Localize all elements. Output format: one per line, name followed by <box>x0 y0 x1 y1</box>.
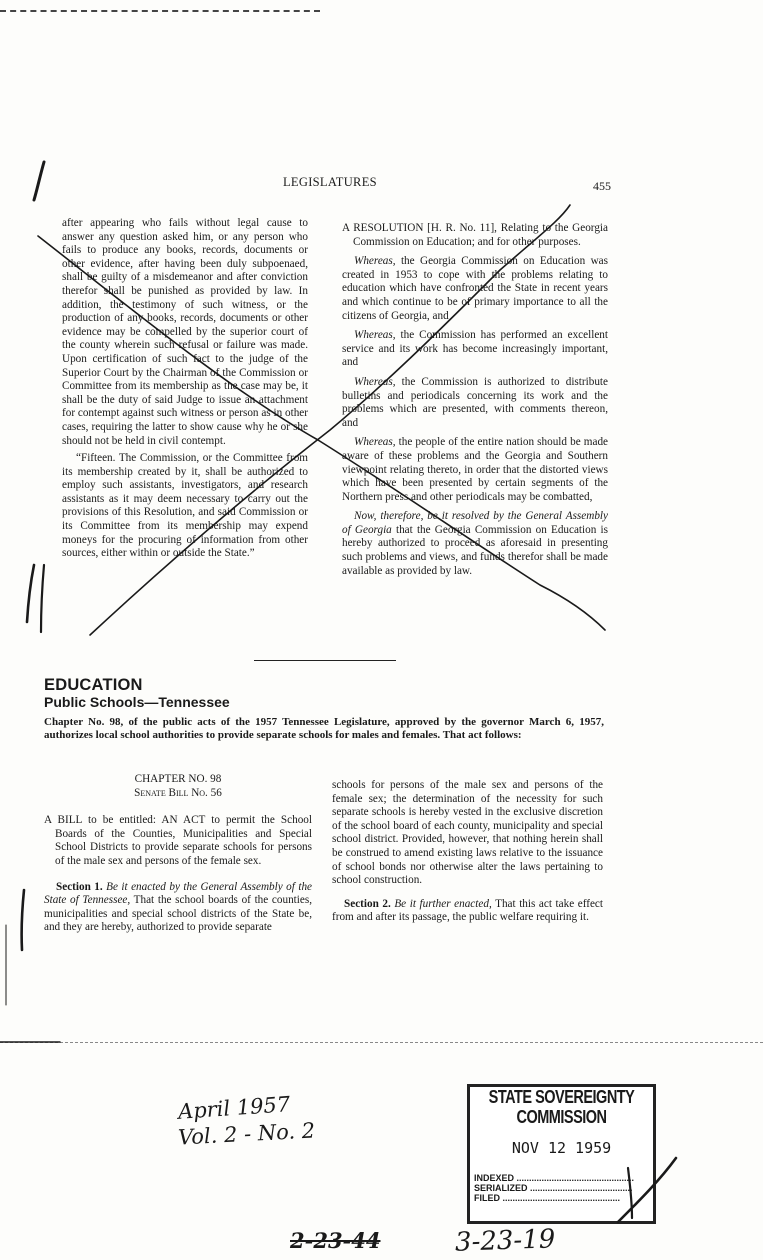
whereas-lead: Whereas, <box>354 329 396 342</box>
left-paragraph-fifteen: “Fifteen. The Commission, or the Committee from its membership created by it, shall be authorized to employ such assistants, investigators, and research assistants as it may deem necessary to carry out the provisions of this Resolution, and said Commission or its Committee from its membership may expend moneys for the procuring of information from other sources, either within or outside the State.” <box>62 452 308 560</box>
handwritten-date: April 1957 <box>177 1092 291 1124</box>
stamp-indexed-label: INDEXED <box>474 1173 515 1183</box>
stamp-slash-mark <box>618 1158 676 1222</box>
section-text: That this act take effect from and after its passage, the public welfare requiring it. <box>332 897 603 924</box>
section-subtitle: Public Schools—Tennessee <box>44 694 230 710</box>
margin-slash-mark <box>34 162 44 200</box>
resolved-text: that the Georgia Commission on Education is hereby authorized to proceed as aforesaid in presenting such problems and views, and funds therefor shall be made available as provided by law. <box>342 523 608 577</box>
stamp-serialized-label: SERIALIZED <box>474 1183 528 1193</box>
cross-out-stroke-1 <box>38 236 605 630</box>
whereas-lead: Whereas, <box>354 375 396 388</box>
section-intro: Chapter No. 98, of the public acts of the 1957 Tennessee Legislature, approved by the governor March 6, 1957, authorizes local school authorities to provide separate schools for males and females. That act follows: <box>44 716 604 741</box>
enacting-clause: Be it enacted by the General Assembly of the State of Tennessee, <box>44 880 312 907</box>
section-heading: Section 2. <box>344 897 391 910</box>
stamp-indexed: INDEXED ............................................... <box>474 1173 635 1183</box>
margin-mark-left-3 <box>22 890 24 950</box>
whereas-text: the people of the entire nation should be made aware of these problems and the Georgia and Southern viewpoint relating thereto, in order that the distorted views which have been presented by certain segments of the Northern press and other periodicals may be combatted, <box>342 436 608 503</box>
left-paragraph-1: after appearing who fails without legal cause to answer any question asked him, or any person who fails to produce any books, records, documents or other evidence, after having been duly subpoenaed, shall be guilty of a misdemeanor and after conviction therefor shall be punished as provided by law. In addition, the testimony of such witness, or the production of any books, records, documents or other evidence may be compelled by the superior court of the county wherein such refusal or failure was made. Upon certification of such fact to the judge of the Superior Court by the Chairman of the Commission or Committee from its membership as the case may be, it shall be the duty of said Judge to issue an attachment for contempt against such witness or person as in other cases, requiring the latter to show cause why he or she should not be held in civil contempt. <box>62 217 308 447</box>
margin-mark-left-2 <box>41 565 44 632</box>
enacting-clause: Be it further enacted, <box>394 897 492 910</box>
bill-title: A BILL to be entitled: AN ACT to permit the School Boards of the Counties, Municipalities and Special School Districts to provide separate schools for persons of the male sex and persons of the female sex. <box>44 814 312 867</box>
section-heading: Section 1. <box>56 880 103 893</box>
handwritten-volume: Vol. 2 - No. 2 <box>177 1118 316 1150</box>
struck-out-number: 2-23-44 <box>290 1228 381 1253</box>
whereas-text: the Commission has performed an excellent service and its work has become increasingly important, and <box>342 329 608 369</box>
whereas-text: the Commission is authorized to distribute bulletins and periodicals concerning its work and the problems which are presented, with comments thereon, and <box>342 375 608 429</box>
page-number: 455 <box>593 179 611 193</box>
resolution-title: A RESOLUTION [H. R. No. 11], Relating to the Georgia Commission on Education; and for other purposes. <box>342 222 608 248</box>
stamp-title: STATE SOVEREIGNTY COMMISSION <box>488 1088 635 1128</box>
whereas-lead: Whereas, <box>354 255 396 268</box>
whereas-lead: Whereas, <box>354 436 396 449</box>
running-header: LEGISLATURES <box>283 175 377 189</box>
stamp-filed: FILED ............................................... <box>474 1193 621 1203</box>
stamp-filed-label: FILED <box>474 1193 500 1203</box>
bill-section-1-continued: schools for persons of the male sex and persons of the female sex; the determination of the necessity for such separate schools is hereby vested in the exclusive discretion of the school board of each county, municipality and special school district. Provided, however, that nothing herein shall be construed to amend existing laws relative to the issuance of school bonds nor otherwise alter the laws pertaining to school construction. <box>332 779 603 887</box>
margin-mark-left-1 <box>27 565 34 622</box>
resolved-lead: Now, therefore, be it resolved by the General Assembly of Georgia <box>342 510 608 536</box>
section-title: EDUCATION <box>44 676 143 694</box>
handwritten-file-number: 3-23-19 <box>454 1224 556 1258</box>
whereas-text: the Georgia Commission on Education was created in 1953 to cope with the problems relating to education which have confronted the State in recent years and which continue to be of primary importance to all the citizens of Georgia, and <box>342 255 608 322</box>
stamp-date: NOV 12 1959 <box>511 1139 612 1157</box>
senate-bill-number: Senate Bill No. 56 <box>134 786 222 799</box>
cross-out-stroke-2 <box>90 205 570 635</box>
section-text: That the school boards of the counties, municipalities and special school districts of the State be, and they are hereby, authorized to provide separate <box>44 894 312 934</box>
stamp-serialized: SERIALIZED ......................................... <box>474 1183 633 1193</box>
chapter-number: CHAPTER NO. 98 <box>134 773 222 785</box>
